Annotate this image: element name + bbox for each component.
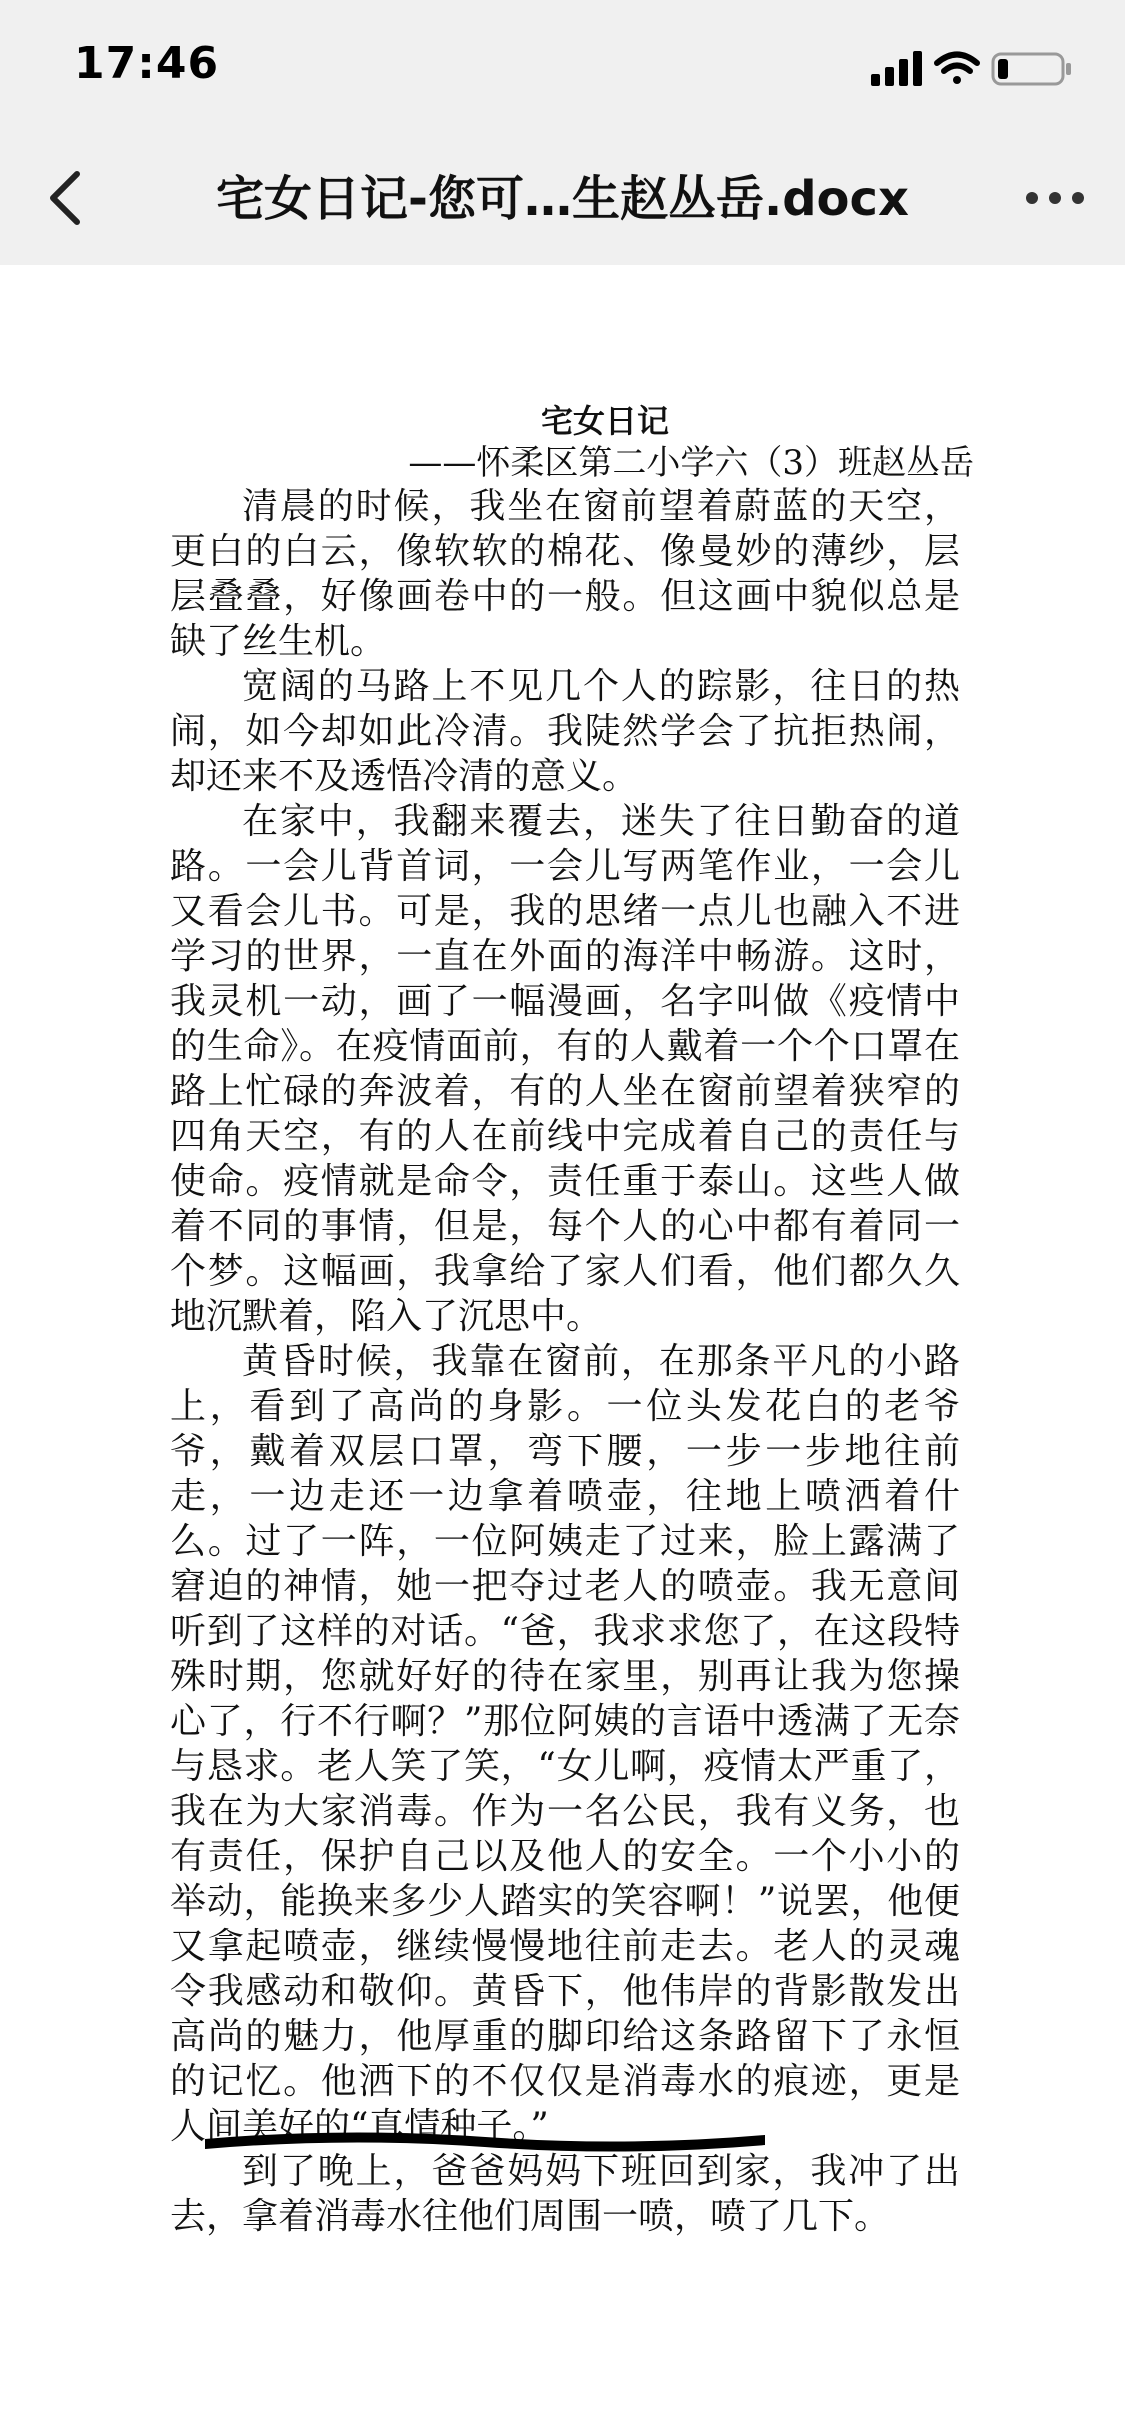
document-viewer[interactable] [0, 265, 1125, 2436]
document-content [170, 400, 974, 2239]
status-bar [0, 0, 1125, 130]
doc-heading: 宅女日记 [540, 402, 669, 440]
navigation-bar [0, 130, 1125, 265]
chevron-left-icon [45, 168, 85, 228]
battery-icon [993, 54, 1071, 84]
more-horizontal-icon [1025, 191, 1085, 205]
doc-paragraph: 到了晚上，爸爸妈妈下班回到家，我冲了出去，拿着消毒水往他们周围一喷，喷了几下。 [170, 2151, 960, 2237]
document-title: 宅女日记-您可…生赵丛岳.docx [216, 171, 909, 227]
status-icons [871, 48, 1081, 88]
back-button[interactable] [30, 158, 100, 238]
more-options-button[interactable] [1015, 158, 1095, 238]
doc-paragraph: 在家中，我翻来覆去，迷失了往日勤奋的道路。一会儿背首词，一会儿写两笔作业，一会儿又看会儿书。可是，我的思绪一点儿也融入不进学习的世界，一直在外面的海洋中畅游。这时，我灵机一动，画了一幅漫画，名字叫做《疫情中的生命》。在疫情面前，有的人戴着一个个口罩在路上忙碌的奔波着，有的人坐在窗前望着狭窄的四角天空，有的人在前线中完成着自己的责任与使命。疫情就是命令，责任重于泰山。这些人做着不同的事情，但是，每个人的心中都有着同一个梦。这幅画，我拿给了家人们看，他们都久久地沉默着，陷入了沉思中。 [170, 801, 960, 1337]
doc-paragraph: 黄昏时候，我靠在窗前，在那条平凡的小路上，看到了高尚的身影。一位头发花白的老爷爷，戴着双层口罩，弯下腰，一步一步地往前走，一边走还一边拿着喷壶，往地上喷洒着什么。过了一阵，一位阿姨走了过来，脸上露满了窘迫的神情，她一把夺过老人的喷壶。我无意间听到了这样的对话。“爸，我求求您了，在这段特殊时期，您就好好的待在家里，别再让我为您操心了，行不行啊？”那位阿姨的言语中透满了无奈与恳求。老人笑了笑，“女儿啊，疫情太严重了，我在为大家消毒。作为一名公民，我有义务，也有责任，保护自己以及他人的安全。一个小小的举动，能换来多少人踏实的笑容啊！”说罢，他便又拿起喷壶，继续慢慢地往前走去。老人的灵魂令我感动和敬仰。黄昏下，他伟岸的背影散发出高尚的魅力，他厚重的脚印给这条路留下了永恒的记忆。他洒下的不仅仅是消毒水的痕迹，更是人间美好的“真情种子。” [170, 1341, 960, 2147]
doc-paragraph: 宽阔的马路上不见几个人的踪影，往日的热闹，如今却如此冷清。我陡然学会了抗拒热闹，却还来不及透悟冷清的意义。 [170, 666, 960, 797]
doc-paragraph: 清晨的时候，我坐在窗前望着蔚蓝的天空，更白的白云，像软软的棉花、像曼妙的薄纱，层层叠叠，好像画卷中的一般。但这画中貌似总是缺了丝生机。 [170, 486, 960, 662]
wifi-icon [937, 55, 977, 85]
status-time: 17:46 [74, 38, 220, 89]
doc-byline: ——怀柔区第二小学六（3）班赵丛岳 [408, 443, 974, 483]
cellular-signal-icon [871, 51, 922, 86]
